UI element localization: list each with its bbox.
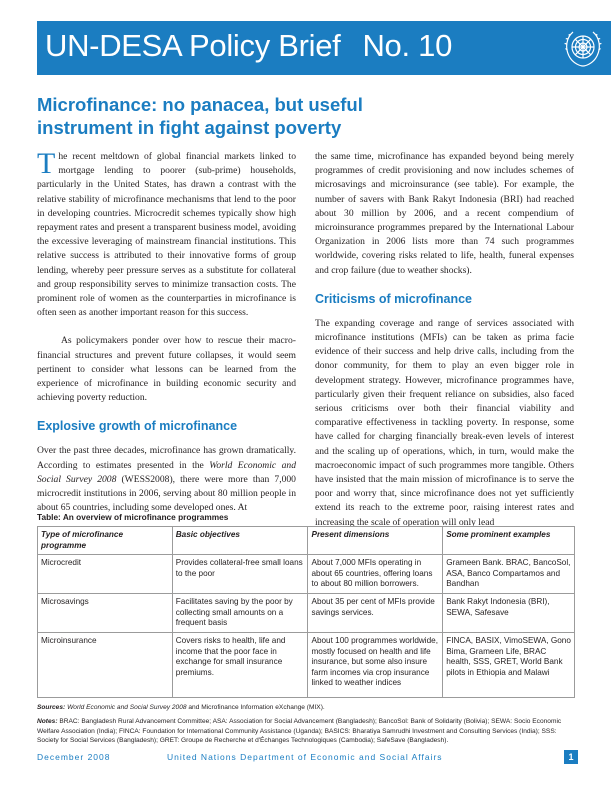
table-header-cell: Some prominent examples <box>443 527 575 555</box>
left-column <box>37 147 296 515</box>
issue-number: No. 10 <box>362 28 453 63</box>
growth-paragraph <box>37 444 296 515</box>
header-banner <box>37 21 611 75</box>
table-header-row <box>38 527 575 555</box>
table-cell: Microinsurance <box>38 632 173 697</box>
table-row <box>38 632 575 697</box>
table-header-cell: Type of microfinance programme <box>38 527 173 555</box>
table-cell: Microsavings <box>38 593 173 632</box>
page-number: 1 <box>564 750 578 764</box>
headline-line-1: Microfinance: no panacea, but useful <box>37 94 363 115</box>
table-cell: About 35 per cent of MFIs provide savings services. <box>308 593 443 632</box>
notes-label: Notes <box>37 718 56 726</box>
microfinance-table <box>37 526 575 698</box>
footer-date: December 2008 <box>37 752 111 762</box>
overview-table-section <box>37 512 575 746</box>
table-notes: Notes: BRAC: Bangladesh Rural Advancement Committee; ASA: Association for Social Advancement (Bangladesh); BancoSol: Bank of Solidarity (Bolivia); SEWA: Socio Economic Welfare Association (India); FINCA: Foundation for International Community Assistance (Uganda); BASICS: Bharatiya Samrudhi Investment and Consulting Services (India); SSS: Society for Social Services (Bangladesh); GRET: Groupe de Recherche et d'Échanges Technologiques (Cambodia); SafeSave (Bangladesh). <box>37 718 562 745</box>
article-headline <box>37 93 577 139</box>
drop-cap: T <box>37 147 56 180</box>
table-cell: FINCA, BASIX, VimoSEWA, Gono Bima, Grameen Life, BRAC health, SSS, GRET, World Bank pilots in Ethiopia and Malawi <box>443 632 575 697</box>
footer-organization: United Nations Department of Economic and Social Affairs <box>167 752 443 762</box>
wess-title: World Economic and Social Survey 2008 <box>37 459 296 485</box>
table-cell: Facilitates saving by the poor by collecting small amounts on a frequent basis <box>172 593 308 632</box>
criticisms-paragraph: The expanding coverage and range of services associated with microfinance institutions (MFIs) can be taken as prima facie evidence of their success and help drive calls, including from the donor community, for them to play an even bigger role in development strategy. However, microfinance programmes have, particularly given their frequent reliance on subsidies, also faced serious criticisms over both their financial viability and comparative effectiveness in tackling poverty. In response, some have called for charging financially break-even levels of interest and the scaling up of operations, which, in turn, would make the macroeconomic impact of such programmes more tangible. Others have insisted that the main mission of microfinance is to serve the poor and worry that, since microfinance does not yet sufficiently extend its reach to the extreme poor, raising interest rates and increasing the scale of operation will only lead <box>315 317 574 528</box>
table-row <box>38 593 575 632</box>
growth-text-b: (WESS2008), there were more than 7,000 microcredit institutions in 2006, serving about 80 million people in about 65 countries, including some developed ones. At <box>37 473 296 514</box>
policymakers-paragraph: As policymakers ponder over how to rescue their macro-financial structures and prevent future collapses, it would seem pertinent to consider what lessons can be learned from the experience of microfinance in building economic security and achieving poverty reduction. <box>37 335 296 404</box>
right-column <box>315 150 574 530</box>
growth-text-a: Over the past three decades, microfinance has grown dramatically. According to estimates presented in the <box>37 445 296 471</box>
table-cell: Covers risks to health, life and income that the poor face in exchange for small insurance premiums. <box>172 632 308 697</box>
page-footer <box>37 752 611 764</box>
sources-label: Sources <box>37 703 64 711</box>
table-header-cell: Basic objectives <box>172 527 308 555</box>
table-cell: Bank Rakyt Indonesia (BRI), SEWA, Safesave <box>443 593 575 632</box>
notes-text: BRAC: Bangladesh Rural Advancement Committee; ASA: Association for Social Advancement (Bangladesh); BancoSol: Bank of Solidarity (Bolivia); SEWA: Socio Economic Welfare Association (India); FINCA: Foundation for International Community Assistance (Uganda); BASICS: Bharatiya Samrudhi Investment and Consulting Services (India); SSS: Society for Social Services (Bangladesh); GRET: Groupe de Recherche et d'Échanges Technologiques (Cambodia); SafeSave (Bangladesh). <box>37 718 562 745</box>
table-cell: About 7,000 MFIs operating in about 65 countries, offering loans to about 80 million borrowers. <box>308 555 443 594</box>
intro-text: he recent meltdown of global financial markets linked to mortgage lending to poorer (sub-prime) households, particularly in the United States, has drawn a contrast with the relative stability of microfinance mechanisms that lend to the poor in developing countries. Microcredit schemes typically show high repayment rates and present a transparent business model, avoiding the excessive leveraging of mainstream financial institutions. This relative success is attributed to their innovative forms of group lending, whereby peer pressure serves as a substitute for collateral and group responsibility serves to minimize transaction costs. The prominent role of women as the counterparties in microfinance is often seen as another important reason for this success. <box>37 151 296 319</box>
section-heading-criticisms: Criticisms of microfinance <box>315 291 472 306</box>
sources-title: World Economic and Social Survey 2008 <box>67 703 187 711</box>
headline-line-2: instrument in fight against poverty <box>37 117 342 138</box>
section-heading-growth: Explosive growth of microfinance <box>37 419 238 434</box>
intro-paragraph <box>37 147 296 320</box>
table-cell: Grameen Bank. BRAC, BancoSol, ASA, Banco Compartamos and Bandhan <box>443 555 575 594</box>
series-title: UN-DESA Policy Brief <box>45 28 341 63</box>
table-cell: About 100 programmes worldwide, mostly focused on health and life insurance, but some also insure farm incomes via crop insurance linked to weather indices <box>308 632 443 697</box>
table-sources: Sources: World Economic and Social Survey 2008 and Microfinance Information eXchange (MIX). <box>37 703 325 711</box>
table-caption: Table: An overview of microfinance programmes <box>37 512 229 522</box>
table-cell: Provides collateral-free small loans to the poor <box>172 555 308 594</box>
brief-title <box>45 28 452 64</box>
table-header-cell: Present dimensions <box>308 527 443 555</box>
sources-text: and Microfinance Information eXchange (MIX). <box>186 703 325 711</box>
continuation-paragraph: the same time, microfinance has expanded beyond being merely programmes of credit provisioning and now includes schemes of microsavings and microinsurance (see table). For example, the number of savers with Bank Rakyt Indonesia (BRI) had reached about 30 million by 2006, and a recent compendium of microinsurance programmes prepared by the International Labour Organization in 2006 lists more than 74 such programmes worldwide, covering risks related to life, health, funeral expenses and crop failure (due to weather shocks). <box>315 151 574 276</box>
table-cell: Microcredit <box>38 555 173 594</box>
table-row <box>38 555 575 594</box>
un-emblem-icon <box>559 24 607 72</box>
